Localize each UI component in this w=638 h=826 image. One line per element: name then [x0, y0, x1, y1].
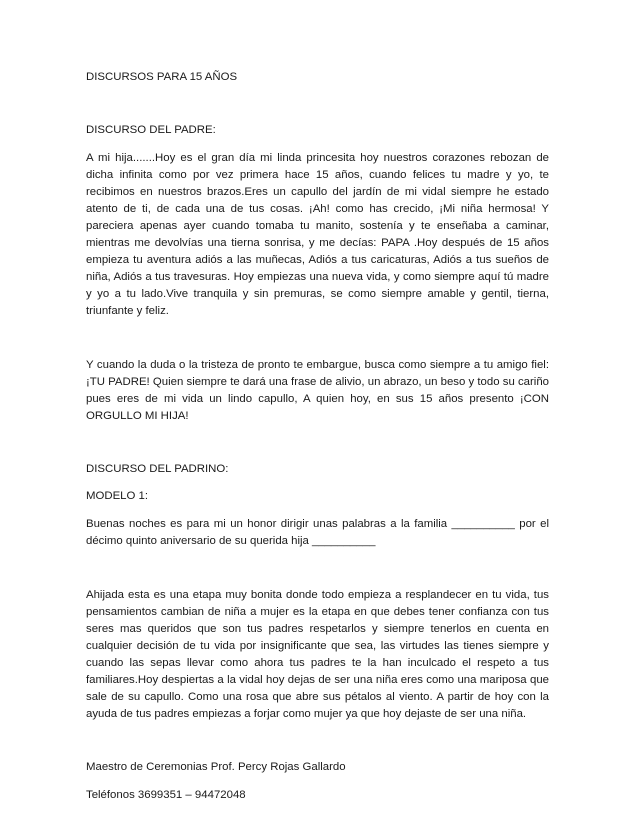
paragraph-padrino-1: Buenas noches es para mi un honor dirigir unas palabras a la familia __________ por el décimo quinto aniversario de su querida hija __________ [86, 518, 549, 547]
document-body [86, 69, 549, 804]
section-heading-padrino: DISCURSO DEL PADRINO: [86, 463, 229, 475]
paragraph-padre-2: Y cuando la duda o la tristeza de pronto te embargue, busca como siempre a tu amigo fiel: ¡TU PADRE! Quien siempre te dará una frase de alivio, un abrazo, un beso y todo su cariño pues eres de mi vida un lindo capullo, A quien hoy, en sus 15 años presento ¡CON ORGULLO MI HIJA! [86, 359, 549, 422]
footer-telefonos: Teléfonos 3699351 – 94472048 [86, 789, 246, 801]
paragraph-padre-1: A mi hija.......Hoy es el gran día mi linda princesita hoy nuestros corazones rebozan de dicha infinita como por vez primera hace 15 años, cuando felices tu madre y yo, te recibimos en nuestros brazos.Eres un capullo del jardín de mi vidal siempre he estado atento de ti, de cada una de tus cosas. ¡Ah! como has crecido, ¡Mi niña hermosa! Y pareciera apenas ayer cuando tomaba tu manito, sostenía y te enseñaba a caminar, mientras me devolvías una tierna sonrisa, y me decías: PAPA .Hoy después de 15 años empieza tu aventura adiós a las muñecas, Adiós a tus caricaturas, Adiós a tus sueños de niña, Adiós a tus travesuras. Hoy empiezas una nueva vida, y como siempre aquí tú madre y yo a tu lado.Vive tranquila y sin premuras, se como siempre amable y gentil, tierna, triunfante y feliz. [86, 152, 549, 317]
section-heading-padre: DISCURSO DEL PADRE: [86, 124, 216, 136]
document-title: DISCURSOS PARA 15 AÑOS [86, 71, 238, 83]
paragraph-padrino-2: Ahijada esta es una etapa muy bonita donde todo empieza a resplandecer en tu vida, tus pensamientos cambian de niña a mujer es la etapa en que debes tener confianza con tus seres mas queridos que son tus padres respetarlos y siempre tenerlos en cuenta en cualquier decisión de tu vida por insignificante que sea, las virtudes las tienes siempre y cuando las sepas llevar como ahora tus padres te la han inculcado el respeto a tus familiares.Hoy despiertas a la vidal hoy dejas de ser una niña eres como una mariposa que sale de su capullo. Como una rosa que abre sus pétalos al viento. A partir de hoy con la ayuda de tus padres empiezas a forjar como mujer ya que hoy dejaste de ser una niña. [86, 589, 549, 720]
footer-maestro: Maestro de Ceremonias Prof. Percy Rojas Gallardo [86, 761, 346, 773]
subheading-modelo: MODELO 1: [86, 490, 149, 502]
